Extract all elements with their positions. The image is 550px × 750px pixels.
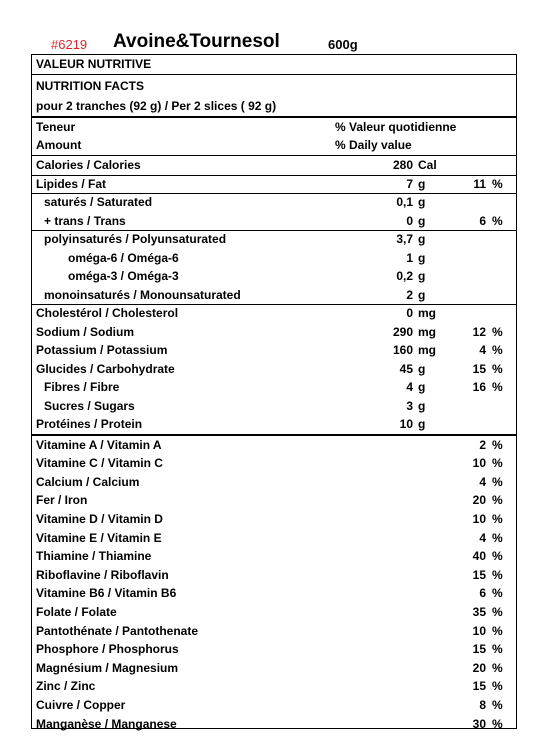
nutrient-dv: 15	[472, 361, 486, 376]
vitamin-pct: %	[492, 474, 503, 489]
nutrient-row	[32, 323, 516, 342]
nutrient-amount: 45	[399, 361, 413, 376]
nutrient-name: Calories / Calories	[36, 158, 141, 172]
nutrient-name: + trans / Trans	[44, 213, 126, 228]
vitamin-pct: %	[492, 716, 503, 731]
nutrient-amount: 280	[392, 158, 413, 172]
vitamin-row	[32, 640, 516, 659]
vitamin-row	[32, 603, 516, 622]
nutrient-amount: 0	[406, 213, 413, 228]
product-weight: 600g	[328, 37, 358, 52]
nutrient-amount: 2	[406, 287, 413, 302]
nutrient-amount: 0,1	[396, 195, 413, 209]
vitamin-pct: %	[492, 642, 503, 657]
nutrient-unit: g	[418, 195, 426, 209]
vitamin-dv: 30	[472, 716, 486, 731]
nutrient-row	[32, 230, 516, 249]
nutrient-name: monoinsaturés / Monounsaturated	[44, 287, 241, 302]
serving-size: pour 2 tranches (92 g) / Per 2 slices ( 92 g)	[36, 99, 277, 113]
vitamin-row	[32, 547, 516, 566]
nutrient-amount: 0	[406, 306, 413, 320]
nutrient-unit: g	[418, 250, 426, 265]
nutrient-dv: 12	[472, 324, 486, 339]
vitamin-dv: 10	[472, 623, 486, 638]
vitamin-pct: %	[492, 549, 503, 564]
nutrient-name: Fibres / Fibre	[44, 380, 120, 394]
vitamin-name: Pantothénate / Pantothenate	[36, 623, 199, 638]
nutrient-name: Glucides / Carbohydrate	[36, 361, 175, 376]
nutrient-row	[32, 397, 516, 416]
nutrient-row	[32, 156, 516, 176]
nutrient-row	[32, 341, 516, 360]
vitamin-dv: 15	[472, 679, 486, 694]
nutrient-row	[32, 304, 516, 323]
serving-row	[32, 97, 516, 118]
nutrient-amount: 3,7	[396, 232, 413, 246]
nutrient-amount: 3	[406, 398, 413, 413]
vitamin-name: Vitamine B6 / Vitamin B6	[36, 586, 177, 601]
vitamin-name: Magnésium / Magnesium	[36, 660, 179, 675]
nutrient-row	[32, 175, 516, 195]
vitamin-dv: 20	[472, 493, 486, 508]
vitamin-name: Vitamine C / Vitamin C	[36, 456, 163, 471]
nutrient-amount: 10	[399, 417, 413, 431]
nutrient-row	[32, 267, 516, 286]
vitamin-row	[32, 491, 516, 510]
nutrient-unit: g	[418, 232, 426, 246]
nutrient-unit: mg	[418, 343, 436, 357]
nutrient-name: Lipides / Fat	[36, 176, 107, 191]
content-header-en: Amount	[36, 138, 82, 152]
nutrient-amount: 7	[406, 176, 413, 191]
vitamin-name: Vitamine D / Vitamin D	[36, 511, 163, 526]
vitamin-pct: %	[492, 604, 503, 619]
nutrient-pct: %	[492, 380, 503, 394]
vitamin-name: Zinc / Zinc	[36, 679, 96, 694]
vitamin-pct: %	[492, 511, 503, 526]
vitamin-dv: 4	[479, 530, 486, 545]
vitamin-name: Riboflavine / Riboflavin	[36, 567, 169, 582]
nutrient-unit: g	[418, 287, 426, 302]
nutrient-amount: 160	[392, 343, 413, 357]
nutrient-dv: 4	[479, 343, 486, 357]
content-header-fr: Teneur	[36, 120, 76, 134]
nutrient-row	[32, 193, 516, 212]
nutrient-unit: Cal	[418, 158, 437, 172]
vitamin-dv: 15	[472, 642, 486, 657]
vitamin-name: Vitamine A / Vitamin A	[36, 437, 162, 452]
vitamin-dv: 20	[472, 660, 486, 675]
product-name: Avoine&Tournesol	[113, 31, 280, 52]
vitamin-pct: %	[492, 586, 503, 601]
nutrient-dv: 6	[479, 213, 486, 228]
column-header-en	[32, 136, 516, 156]
label-title-en: NUTRITION FACTS	[36, 79, 144, 93]
nutrient-pct: %	[492, 343, 503, 357]
vitamin-row	[32, 584, 516, 603]
vitamin-row	[32, 454, 516, 473]
vitamin-name: Thiamine / Thiamine	[36, 549, 152, 564]
vitamin-row	[32, 659, 516, 678]
vitamin-row	[32, 529, 516, 548]
nutrient-name: Potassium / Potassium	[36, 343, 168, 357]
vitamin-dv: 8	[479, 697, 486, 712]
nutrient-row	[32, 249, 516, 268]
nutrient-unit: g	[418, 361, 426, 376]
nutrient-pct: %	[492, 361, 503, 376]
vitamin-name: Calcium / Calcium	[36, 474, 140, 489]
dv-header-fr: % Valeur quotidienne	[335, 120, 457, 134]
nutrient-unit: g	[418, 213, 426, 228]
vitamin-pct: %	[492, 456, 503, 471]
nutrient-amount: 0,2	[396, 269, 413, 283]
vitamin-name: Phosphore / Phosphorus	[36, 642, 179, 657]
nutrient-unit: mg	[418, 306, 436, 320]
vitamin-row	[32, 696, 516, 715]
vitamin-pct: %	[492, 493, 503, 508]
nutrient-dv: 11	[473, 176, 486, 191]
vitamin-dv: 2	[479, 437, 486, 452]
vitamin-pct: %	[492, 697, 503, 712]
nutrient-dv: 16	[472, 380, 486, 394]
vitamin-row	[32, 510, 516, 529]
vitamin-name: Vitamine E / Vitamin E	[36, 530, 162, 545]
vitamin-dv: 4	[479, 474, 486, 489]
vitamin-dv: 10	[472, 456, 486, 471]
nutrient-unit: g	[418, 380, 426, 394]
label-title-en-row	[32, 77, 516, 96]
nutrient-amount: 290	[392, 324, 413, 339]
vitamin-name: Folate / Folate	[36, 604, 117, 619]
nutrient-name: saturés / Saturated	[44, 195, 153, 209]
nutrient-unit: g	[418, 269, 426, 283]
vitamin-pct: %	[492, 623, 503, 638]
vitamin-row	[32, 677, 516, 696]
nutrient-amount: 1	[406, 250, 413, 265]
nutrient-row	[32, 286, 516, 306]
product-code: #6219	[51, 37, 88, 52]
vitamin-dv: 6	[479, 586, 486, 601]
vitamin-row	[32, 715, 516, 734]
nutrient-name: polyinsaturés / Polyunsaturated	[44, 232, 227, 246]
nutrient-unit: g	[418, 417, 426, 431]
nutrient-name: oméga-3 / Oméga-3	[68, 269, 179, 283]
nutrient-pct: %	[492, 213, 503, 228]
vitamin-pct: %	[492, 530, 503, 545]
dv-header-en: % Daily value	[335, 138, 412, 152]
nutrient-unit: g	[418, 176, 426, 191]
nutrient-row	[32, 212, 516, 232]
nutrient-name: Protéines / Protein	[36, 417, 143, 431]
vitamin-name: Manganèse / Manganese	[36, 716, 177, 731]
vitamin-row	[32, 566, 516, 585]
nutrient-name: Sodium / Sodium	[36, 324, 134, 339]
vitamin-row	[32, 436, 516, 455]
nutrient-unit: mg	[418, 324, 436, 339]
vitamin-pct: %	[492, 660, 503, 675]
nutrient-row	[32, 360, 516, 379]
column-header-fr	[32, 118, 516, 137]
vitamin-pct: %	[492, 437, 503, 452]
vitamin-pct: %	[492, 567, 503, 582]
nutrient-pct: %	[492, 176, 503, 191]
vitamin-row	[32, 473, 516, 492]
nutrient-unit: g	[418, 398, 426, 413]
vitamin-dv: 35	[472, 604, 486, 619]
vitamin-dv: 40	[472, 549, 486, 564]
nutrient-pct: %	[492, 324, 503, 339]
vitamin-dv: 15	[472, 567, 486, 582]
nutrition-label	[31, 54, 517, 729]
vitamin-pct: %	[492, 679, 503, 694]
vitamin-name: Fer / Iron	[36, 493, 88, 508]
nutrient-row	[32, 415, 516, 436]
nutrient-amount: 4	[406, 380, 413, 394]
nutrient-name: oméga-6 / Oméga-6	[68, 250, 179, 265]
vitamin-name: Cuivre / Copper	[36, 697, 126, 712]
nutrient-name: Cholestérol / Cholesterol	[36, 306, 179, 320]
label-title-fr-row	[32, 55, 516, 75]
vitamin-dv: 10	[472, 511, 486, 526]
label-title-fr: VALEUR NUTRITIVE	[36, 57, 152, 71]
nutrient-name: Sucres / Sugars	[44, 398, 135, 413]
vitamin-row	[32, 622, 516, 641]
nutrient-row	[32, 378, 516, 397]
